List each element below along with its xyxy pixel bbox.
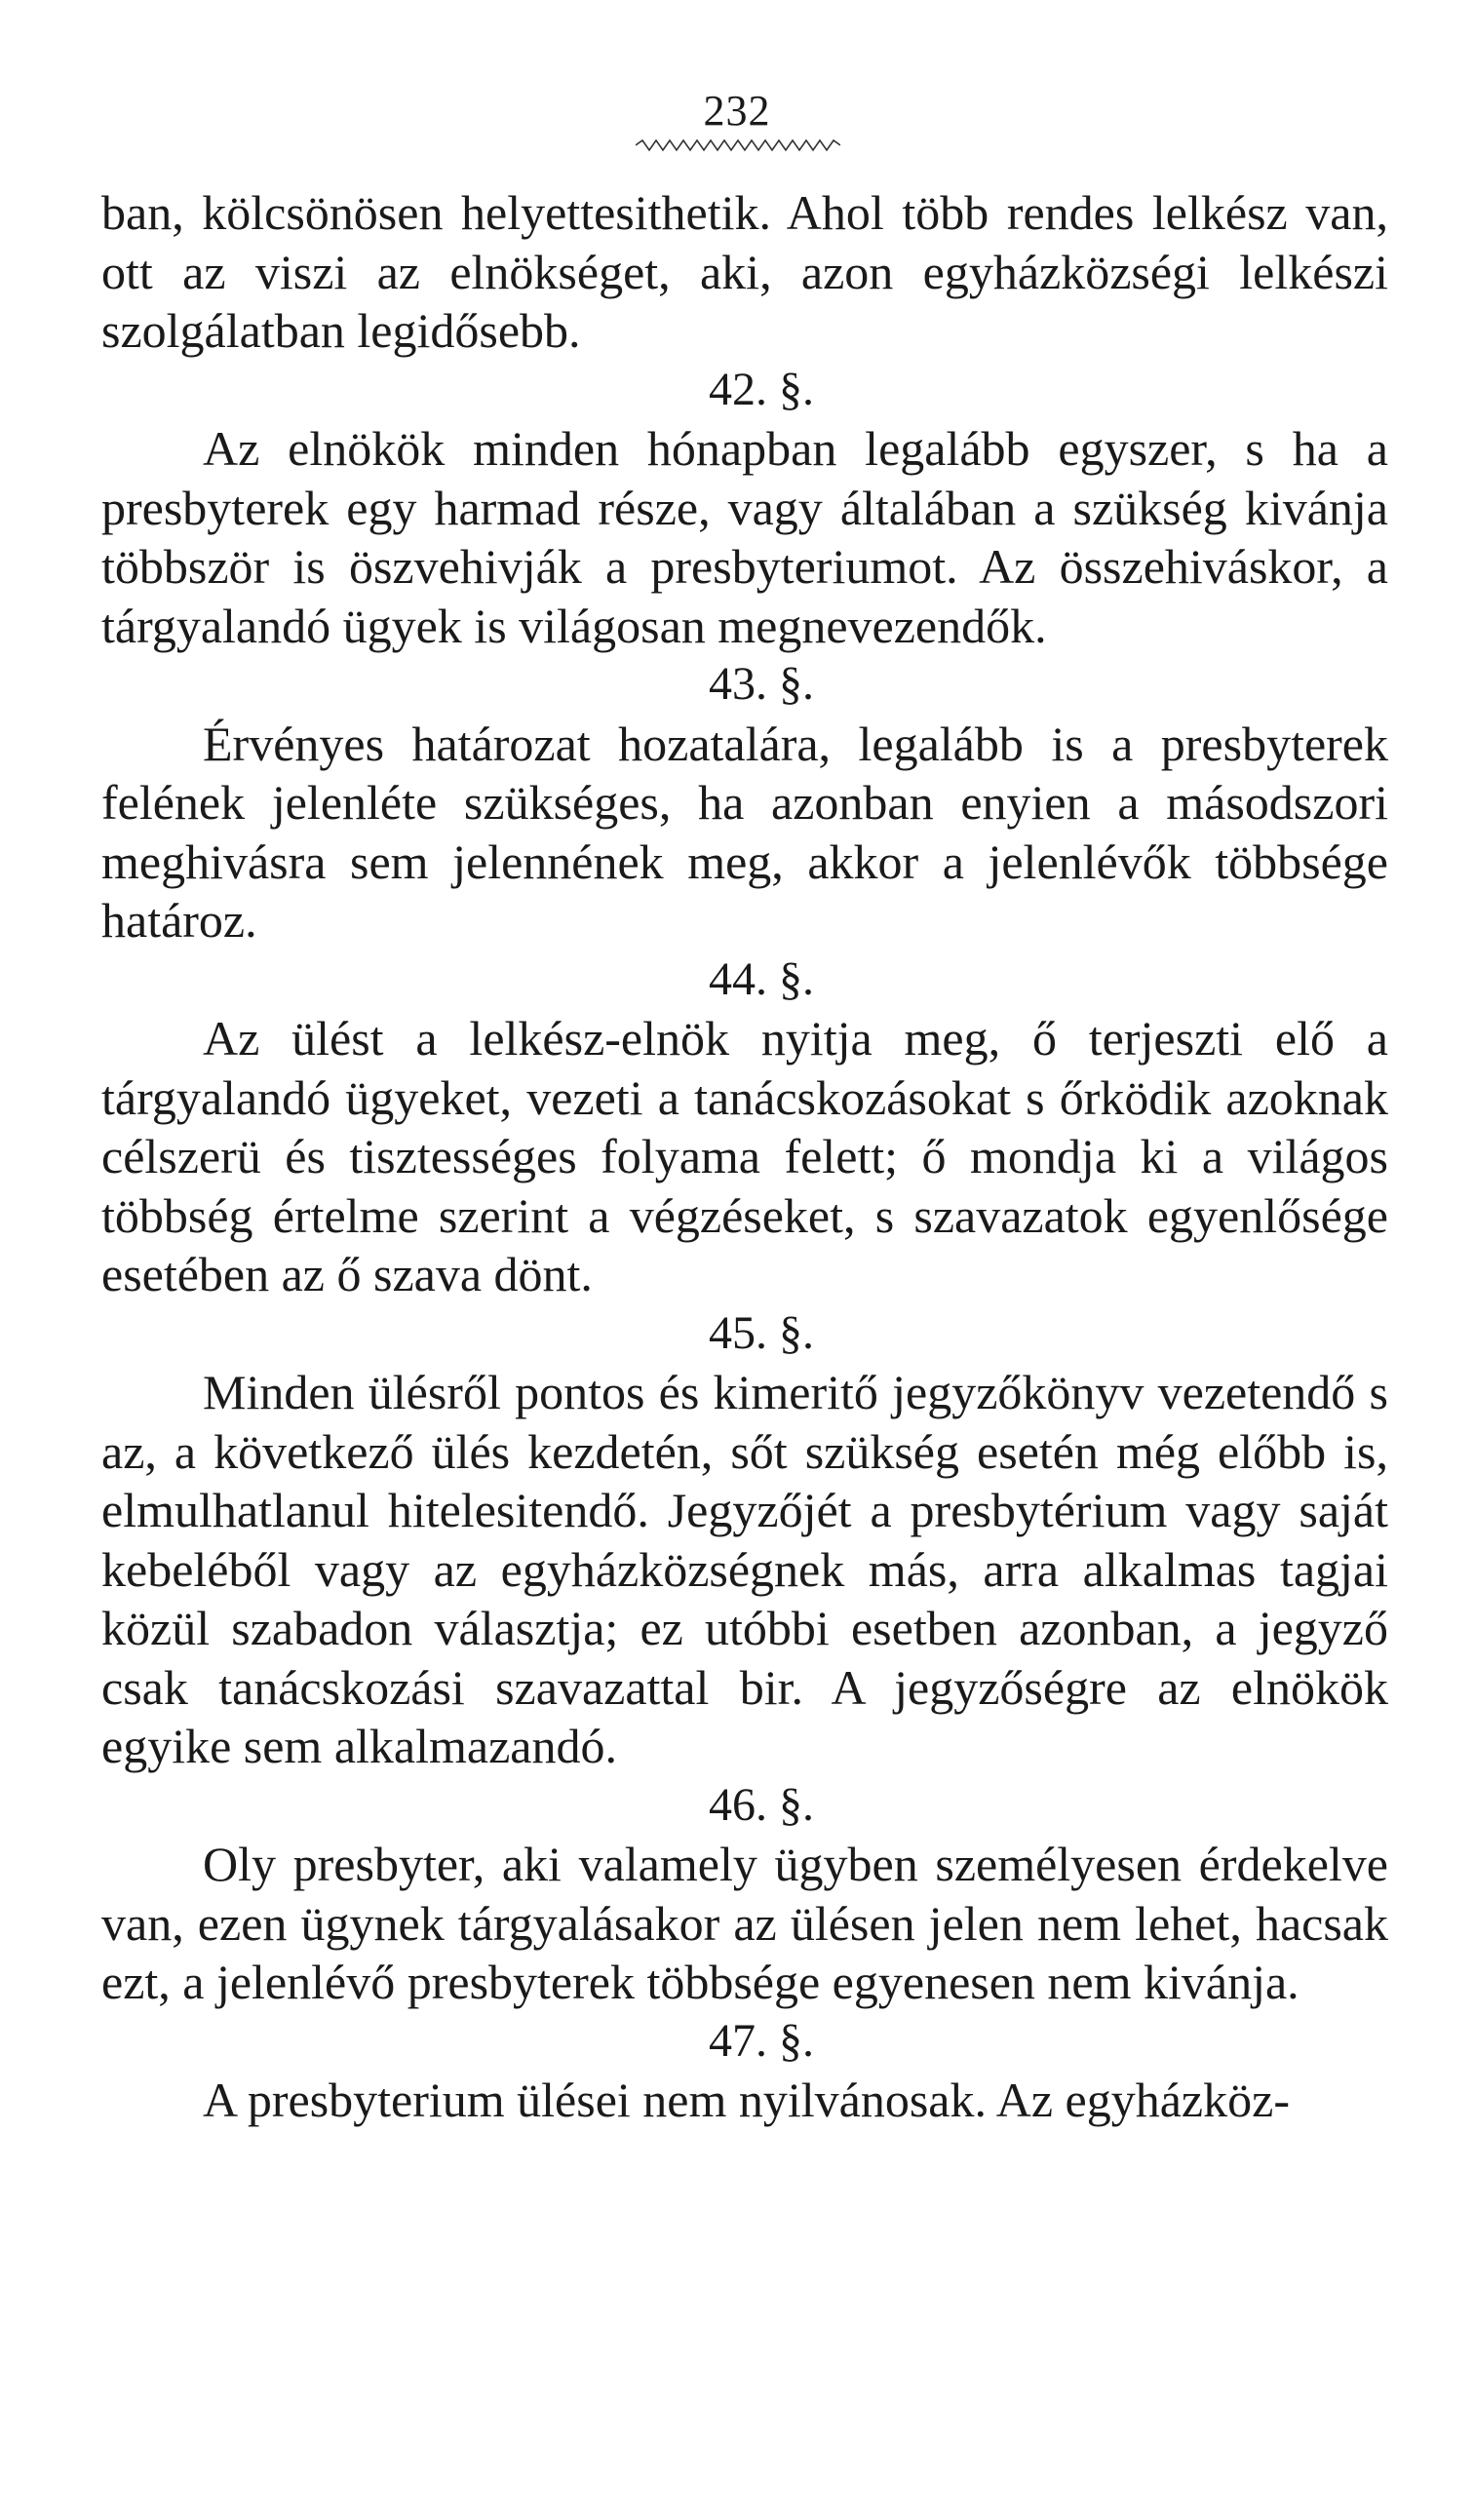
page-number: 232	[703, 87, 771, 135]
page-number-ornament	[636, 138, 840, 152]
section-text-42: Az elnökök minden hónapban legalább egyszer, s ha a presbyterek egy harmad része, vagy általában a szükség kivánja többször is öszvehivják a presbyteriumot. Az összehiváskor, a tárgyalandó ügyek is világosan megnevezendők.	[101, 421, 1388, 653]
opening-paragraph: ban, kölcsönösen helyettesithetik. Ahol több rendes lelkész van, ott az viszi az elnökséget, aki, azon egyházközségi lelkészi szolgálatban legidősebb.	[101, 185, 1388, 358]
section-heading-47: 47. §.	[709, 2014, 814, 2067]
body-text	[101, 183, 1388, 2130]
section-text-44: Az ülést a lelkész-elnök nyitja meg, ő terjeszti elő a tárgyalandó ügyeket, vezeti a tanácskozásokat s őrködik azoknak célszerü és tisztességes folyama felett; ő mondja ki a világos többség értelme szerint a végzéseket, s szavazatok egyenlősége esetében az ő szava dönt.	[101, 1011, 1388, 1301]
section-heading-42: 42. §.	[709, 363, 814, 415]
section-text-47: A presbyterium ülései nem nyilvánosak. Az egyházköz-	[203, 2073, 1290, 2127]
section-heading-44: 44. §.	[709, 952, 814, 1005]
section-heading-45: 45. §.	[709, 1306, 814, 1359]
section-text-43: Érvényes határozat hozatalára, legalább is a presbyterek felének jelenléte szükséges, ha azonban enyien a másodszori meghivásra sem jelennének meg, akkor a jelenlévők többsége határoz.	[101, 716, 1388, 948]
section-text-46: Oly presbyter, aki valamely ügyben személyesen érdekelve van, ezen ügynek tárgyalásakor az ülésen jelen nem lehet, hacsak ezt, a jelenlévő presbyterek többsége egyenesen nem kivánja.	[101, 1837, 1388, 2009]
section-text-45: Minden ülésről pontos és kimeritő jegyzőkönyv vezetendő s az, a következő ülés kezdetén, sőt szükség esetén még előbb is, elmulhatlanul hitelesitendő. Jegyzőjét a presbytérium vagy saját kebeléből vagy az egyházközségnek más, arra alkalmas tagjai közül szabadon választja; ez utóbbi esetben azonban, a jegyző csak tanácskozási szavazattal bir. A jegyzőségre az elnökök egyike sem alkalmazandó.	[101, 1365, 1388, 1773]
section-heading-43: 43. §.	[709, 658, 814, 710]
section-heading-46: 46. §.	[709, 1778, 814, 1831]
